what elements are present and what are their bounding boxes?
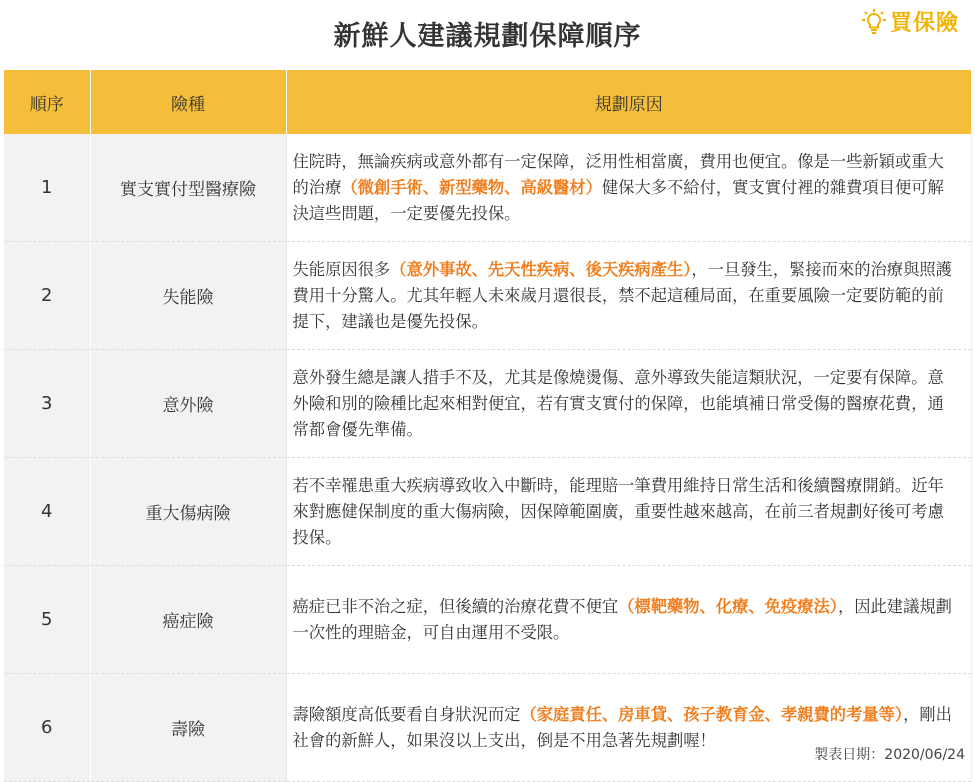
header-kind: 險種 (90, 70, 286, 134)
table-row (4, 134, 971, 242)
row-order: 1 (4, 134, 90, 242)
row-reason (286, 674, 971, 782)
insurance-order-table (4, 70, 972, 782)
reason-text: 失能原因很多 (292, 259, 391, 279)
row-order: 3 (4, 350, 90, 458)
brand-logo (862, 6, 959, 37)
row-reason (286, 458, 971, 566)
row-reason (286, 350, 971, 458)
row-insurance-type: 實支實付型醫療險 (90, 134, 286, 242)
reason-text: 若不幸罹患重大疾病導致收入中斷時，能理賠一筆費用維持日常生活和後續醫療開銷。近年來對應健保制度的重大傷病險，因保障範圍廣，重要性越來越高，在前三者規劃好後可考慮投保。 (292, 475, 944, 547)
reason-text: ，剛出社會的新鮮人，如果沒以上支出，倒是不用急著先規劃喔！ (292, 704, 952, 750)
header-order: 順序 (4, 70, 90, 134)
table-row (4, 674, 971, 782)
row-order: 2 (4, 242, 90, 350)
logo-text: 買保險 (889, 11, 959, 36)
reason-text: 意外發生總是讓人措手不及，尤其是像燒燙傷、意外導致失能這類狀況，一定要有保障。意外險和別的險種比起來相對便宜，若有實支實付的保障，也能填補日常受傷的醫療花費，通常都會優先準備。 (292, 367, 944, 439)
table-header-row (4, 70, 971, 134)
reason-highlight: （意外事故、先天性疾病、後天疾病產生） (390, 259, 692, 279)
lightbulb-icon (862, 8, 886, 36)
row-insurance-type: 意外險 (90, 350, 286, 458)
page-title: 新鮮人建議規劃保障順序 (333, 21, 642, 52)
row-order: 4 (4, 458, 90, 566)
row-reason (286, 242, 971, 350)
table-row (4, 566, 971, 674)
reason-highlight: （標靶藥物、化療、免疫療法） (618, 596, 838, 616)
row-reason (286, 566, 971, 674)
header-reason: 規劃原因 (286, 70, 971, 134)
reason-highlight: （家庭責任、房車貸、孩子教育金、孝親費的考量等） (520, 704, 904, 724)
table-row (4, 242, 971, 350)
reason-text: ，一旦發生，緊接而來的治療與照護費用十分驚人。尤其年輕人未來歲月還很長，禁不起這種局面，在重要風險一定要防範的前提下，建議也是優先投保。 (292, 259, 952, 331)
row-reason (286, 134, 971, 242)
row-insurance-type: 癌症險 (90, 566, 286, 674)
table-row (4, 458, 971, 566)
reason-text: 癌症已非不治之症，但後續的治療花費不便宜 (292, 596, 619, 616)
row-order: 5 (4, 566, 90, 674)
row-insurance-type: 壽險 (90, 674, 286, 782)
row-insurance-type: 失能險 (90, 242, 286, 350)
reason-text: ，因此建議規劃一次性的理賠金，可自由運用不受限。 (292, 596, 952, 642)
table-row (4, 350, 971, 458)
reason-text: 壽險額度高低要看自身狀況而定 (292, 704, 521, 724)
table-date: 製表日期：2020/06/24 (814, 747, 965, 763)
reason-text: 住院時，無論疾病或意外都有一定保障，泛用性相當廣，費用也便宜。像是一些新穎或重大的治療 (292, 151, 944, 197)
row-order: 6 (4, 674, 90, 782)
reason-highlight: （微創手術、新型藥物、高級醫材） (341, 177, 602, 197)
reason-text: 健保大多不給付，實支實付裡的雜費項目便可解決這些問題，一定要優先投保。 (292, 177, 944, 223)
row-insurance-type: 重大傷病險 (90, 458, 286, 566)
